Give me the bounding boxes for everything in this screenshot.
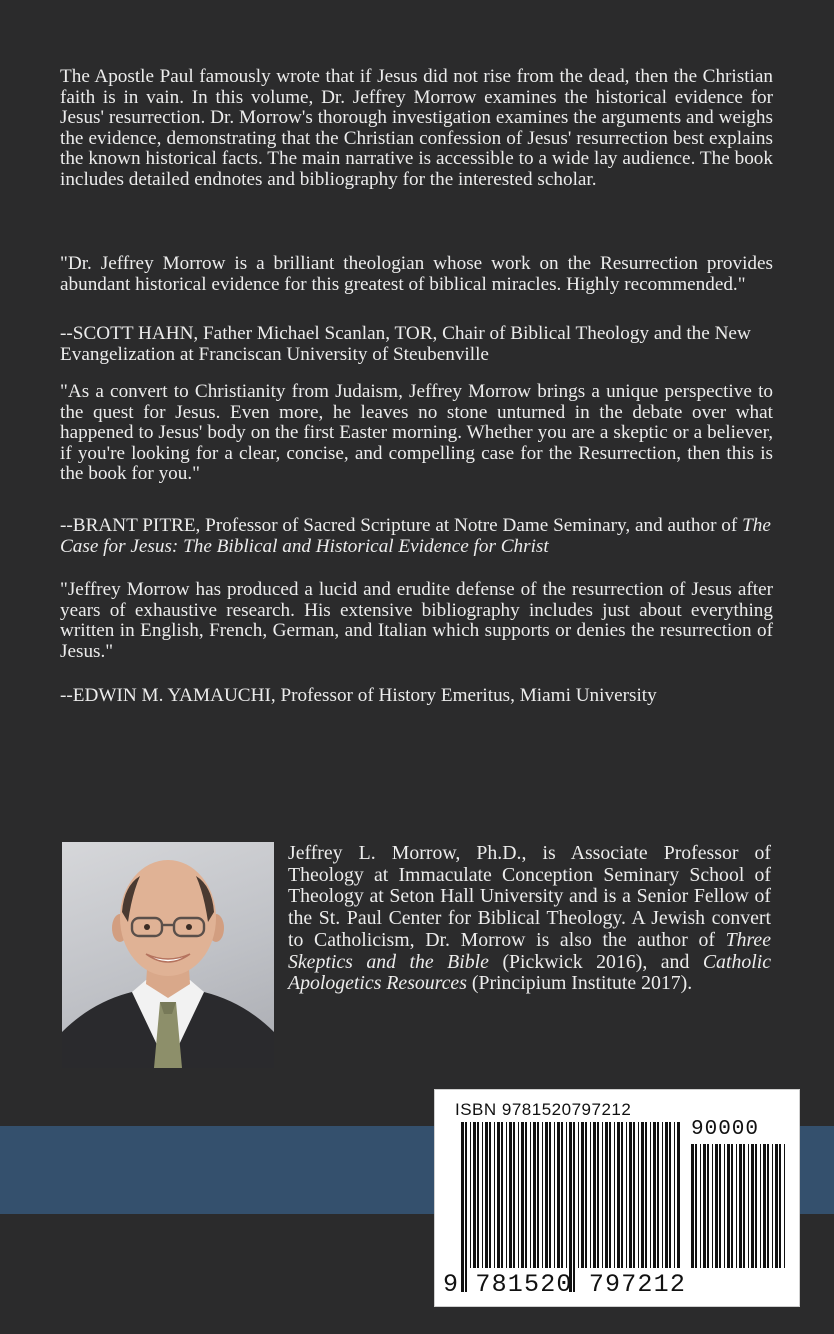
barcode-bar [537, 1122, 539, 1268]
barcode-bar [617, 1122, 620, 1268]
barcode-bar [593, 1122, 596, 1268]
barcode-bar [513, 1122, 515, 1268]
barcode-bar [772, 1144, 773, 1268]
barcode-bar [751, 1144, 754, 1268]
barcode-bar [650, 1122, 651, 1268]
barcode-bar [707, 1144, 709, 1268]
barcode-bar [590, 1122, 591, 1268]
bio-text-2: (Pickwick 2016), and [488, 950, 703, 973]
endorsement-attribution-hahn: --SCOTT HAHN, Father Michael Scanlan, TOR, Chair of Biblical Theology and the New Evangelization at Franciscan University of Steubenville [60, 323, 751, 365]
barcode-bar [566, 1122, 567, 1268]
barcode-bar [530, 1122, 531, 1268]
barcode-bar [465, 1122, 467, 1292]
barcode-bar [767, 1144, 769, 1268]
barcode-bar [509, 1122, 512, 1268]
barcode-bar [653, 1122, 656, 1268]
barcode-bar [501, 1122, 503, 1268]
endorsement-quote-hahn: "Dr. Jeffrey Morrow is a brilliant theologian whose work on the Resurrection provides abundant historical evidence for this greatest of biblical miracles. Highly recommended." [60, 253, 773, 295]
barcode-bar [554, 1122, 555, 1268]
barcode-bar [719, 1144, 721, 1268]
barcode-bar [662, 1122, 663, 1268]
bio-text-3: (Principium Institute 2017). [466, 972, 693, 995]
attribution-text: --BRANT PITRE, Professor of Sacred Scripture at Notre Dame Seminary, and author of [60, 515, 743, 536]
barcode-bar [518, 1122, 519, 1268]
barcode-bar [602, 1122, 603, 1268]
barcode-bar [638, 1122, 639, 1268]
barcode-bar [482, 1122, 483, 1268]
barcode-bar [578, 1122, 579, 1268]
barcode-bar [645, 1122, 647, 1268]
bio-text-1: Jeffrey L. Morrow, Ph.D., is Associate Professor of Theology at Immaculate Conception Seminary School of Theology at Seton Hall University and is a Senior Fellow of the St. Paul Center for Biblical Theology. A Jewish convert to Catholicism, Dr. Morrow is also the author of [288, 842, 771, 951]
barcode-bar [561, 1122, 563, 1268]
barcode-bar [485, 1122, 488, 1268]
barcode-bar [763, 1144, 766, 1268]
endorsement-attribution-yamauchi: --EDWIN M. YAMAUCHI, Professor of History Emeritus, Miami University [60, 685, 657, 706]
barcode-bar [724, 1144, 725, 1268]
barcode-bar [641, 1122, 644, 1268]
barcode-bar [573, 1122, 575, 1292]
book-description: The Apostle Paul famously wrote that if Jesus did not rise from the dead, then the Christian faith is in vain. In this volume, Dr. Jeffrey Morrow examines the historical evidence for Jesus' resurrection. Dr. Morrow's thorough investigation examines the arguments and weighs the evidence, demonstrating that the Christian confession of Jesus' resurrection best explains the known historical facts. The main narrative is accessible to a wide lay audience. The book includes detailed endnotes and bibliography for the interested scholar. [60, 66, 773, 190]
barcode-bar [621, 1122, 623, 1268]
barcode-bar [743, 1144, 745, 1268]
barcode-bar [470, 1122, 471, 1268]
barcode-bar [727, 1144, 730, 1268]
ean-barcode-bars [461, 1122, 683, 1292]
barcode-bar [760, 1144, 761, 1268]
barcode-bar [784, 1144, 785, 1268]
barcode-bar [506, 1122, 507, 1268]
barcode-bar [489, 1122, 491, 1268]
barcode-bar [461, 1122, 464, 1292]
barcode-bar [695, 1144, 697, 1268]
barcode-bar [629, 1122, 632, 1268]
barcode-bar [712, 1144, 713, 1268]
endorsement-attribution-pitre [60, 516, 773, 557]
barcode-digits: 9 781520 797212 [443, 1270, 687, 1299]
barcode-bar [715, 1144, 718, 1268]
author-photo [62, 842, 274, 1068]
barcode-bar [731, 1144, 733, 1268]
barcode-bar [494, 1122, 495, 1268]
barcode-bar [585, 1122, 587, 1268]
attribution-book-title: The Case for Jesus: The Biblical and Historical Evidence for Christ [60, 515, 771, 557]
barcode-bar [779, 1144, 781, 1268]
barcode-bar [477, 1122, 479, 1268]
barcode-bar [525, 1122, 527, 1268]
bio-book-title-1: Three Skeptics and the Bible [288, 928, 771, 973]
barcode-bar [739, 1144, 742, 1268]
author-bio [288, 843, 771, 995]
barcode-bar [669, 1122, 671, 1268]
barcode-bar [626, 1122, 627, 1268]
price-code: 90000 [691, 1118, 760, 1141]
barcode-bar [674, 1122, 675, 1268]
barcode-bar [614, 1122, 615, 1268]
barcode-bar [755, 1144, 757, 1268]
barcode-bar [521, 1122, 524, 1268]
barcode-bar [775, 1144, 778, 1268]
barcode-bar [549, 1122, 551, 1268]
barcode-bar [703, 1144, 706, 1268]
barcode-bar [473, 1122, 476, 1268]
barcode-bar [633, 1122, 635, 1268]
barcode-bar [533, 1122, 536, 1268]
barcode-bar [609, 1122, 611, 1268]
barcode-bar [569, 1122, 572, 1292]
barcode-bar [665, 1122, 668, 1268]
barcode-bar [581, 1122, 584, 1268]
isbn-barcode [434, 1089, 800, 1307]
isbn-label: ISBN 9781520797212 [455, 1100, 632, 1119]
barcode-bar [605, 1122, 608, 1268]
barcode-bar [497, 1122, 500, 1268]
barcode-bar [736, 1144, 737, 1268]
addon-barcode-bars [691, 1144, 787, 1292]
barcode-bar [657, 1122, 659, 1268]
endorsement-quote-yamauchi: "Jeffrey Morrow has produced a lucid and erudite defense of the resurrection of Jesus after years of exhaustive research. His extensive bibliography includes just about everything written in English, French, German, and Italian which supports or denies the resurrection of Jesus." [60, 579, 773, 662]
barcode-bar [748, 1144, 749, 1268]
barcode-bar [542, 1122, 543, 1268]
bio-book-title-2: Catholic Apologetics Resources [288, 950, 771, 995]
endorsement-quote-pitre: "As a convert to Christianity from Judaism, Jeffrey Morrow brings a unique perspective to the quest for Jesus. Even more, he leaves no stone unturned in the debate over what happened to Jesus' body on the first Easter morning. Whether you are a skeptic or a believer, if you're looking for a clear, concise, and compelling case for the Resurrection, then this is the book for you." [60, 381, 773, 485]
barcode-bar [557, 1122, 560, 1268]
barcode-bar [700, 1144, 701, 1268]
barcode-bar [677, 1122, 680, 1268]
barcode-bar [545, 1122, 548, 1268]
barcode-bar [597, 1122, 599, 1268]
barcode-bar [691, 1144, 694, 1268]
